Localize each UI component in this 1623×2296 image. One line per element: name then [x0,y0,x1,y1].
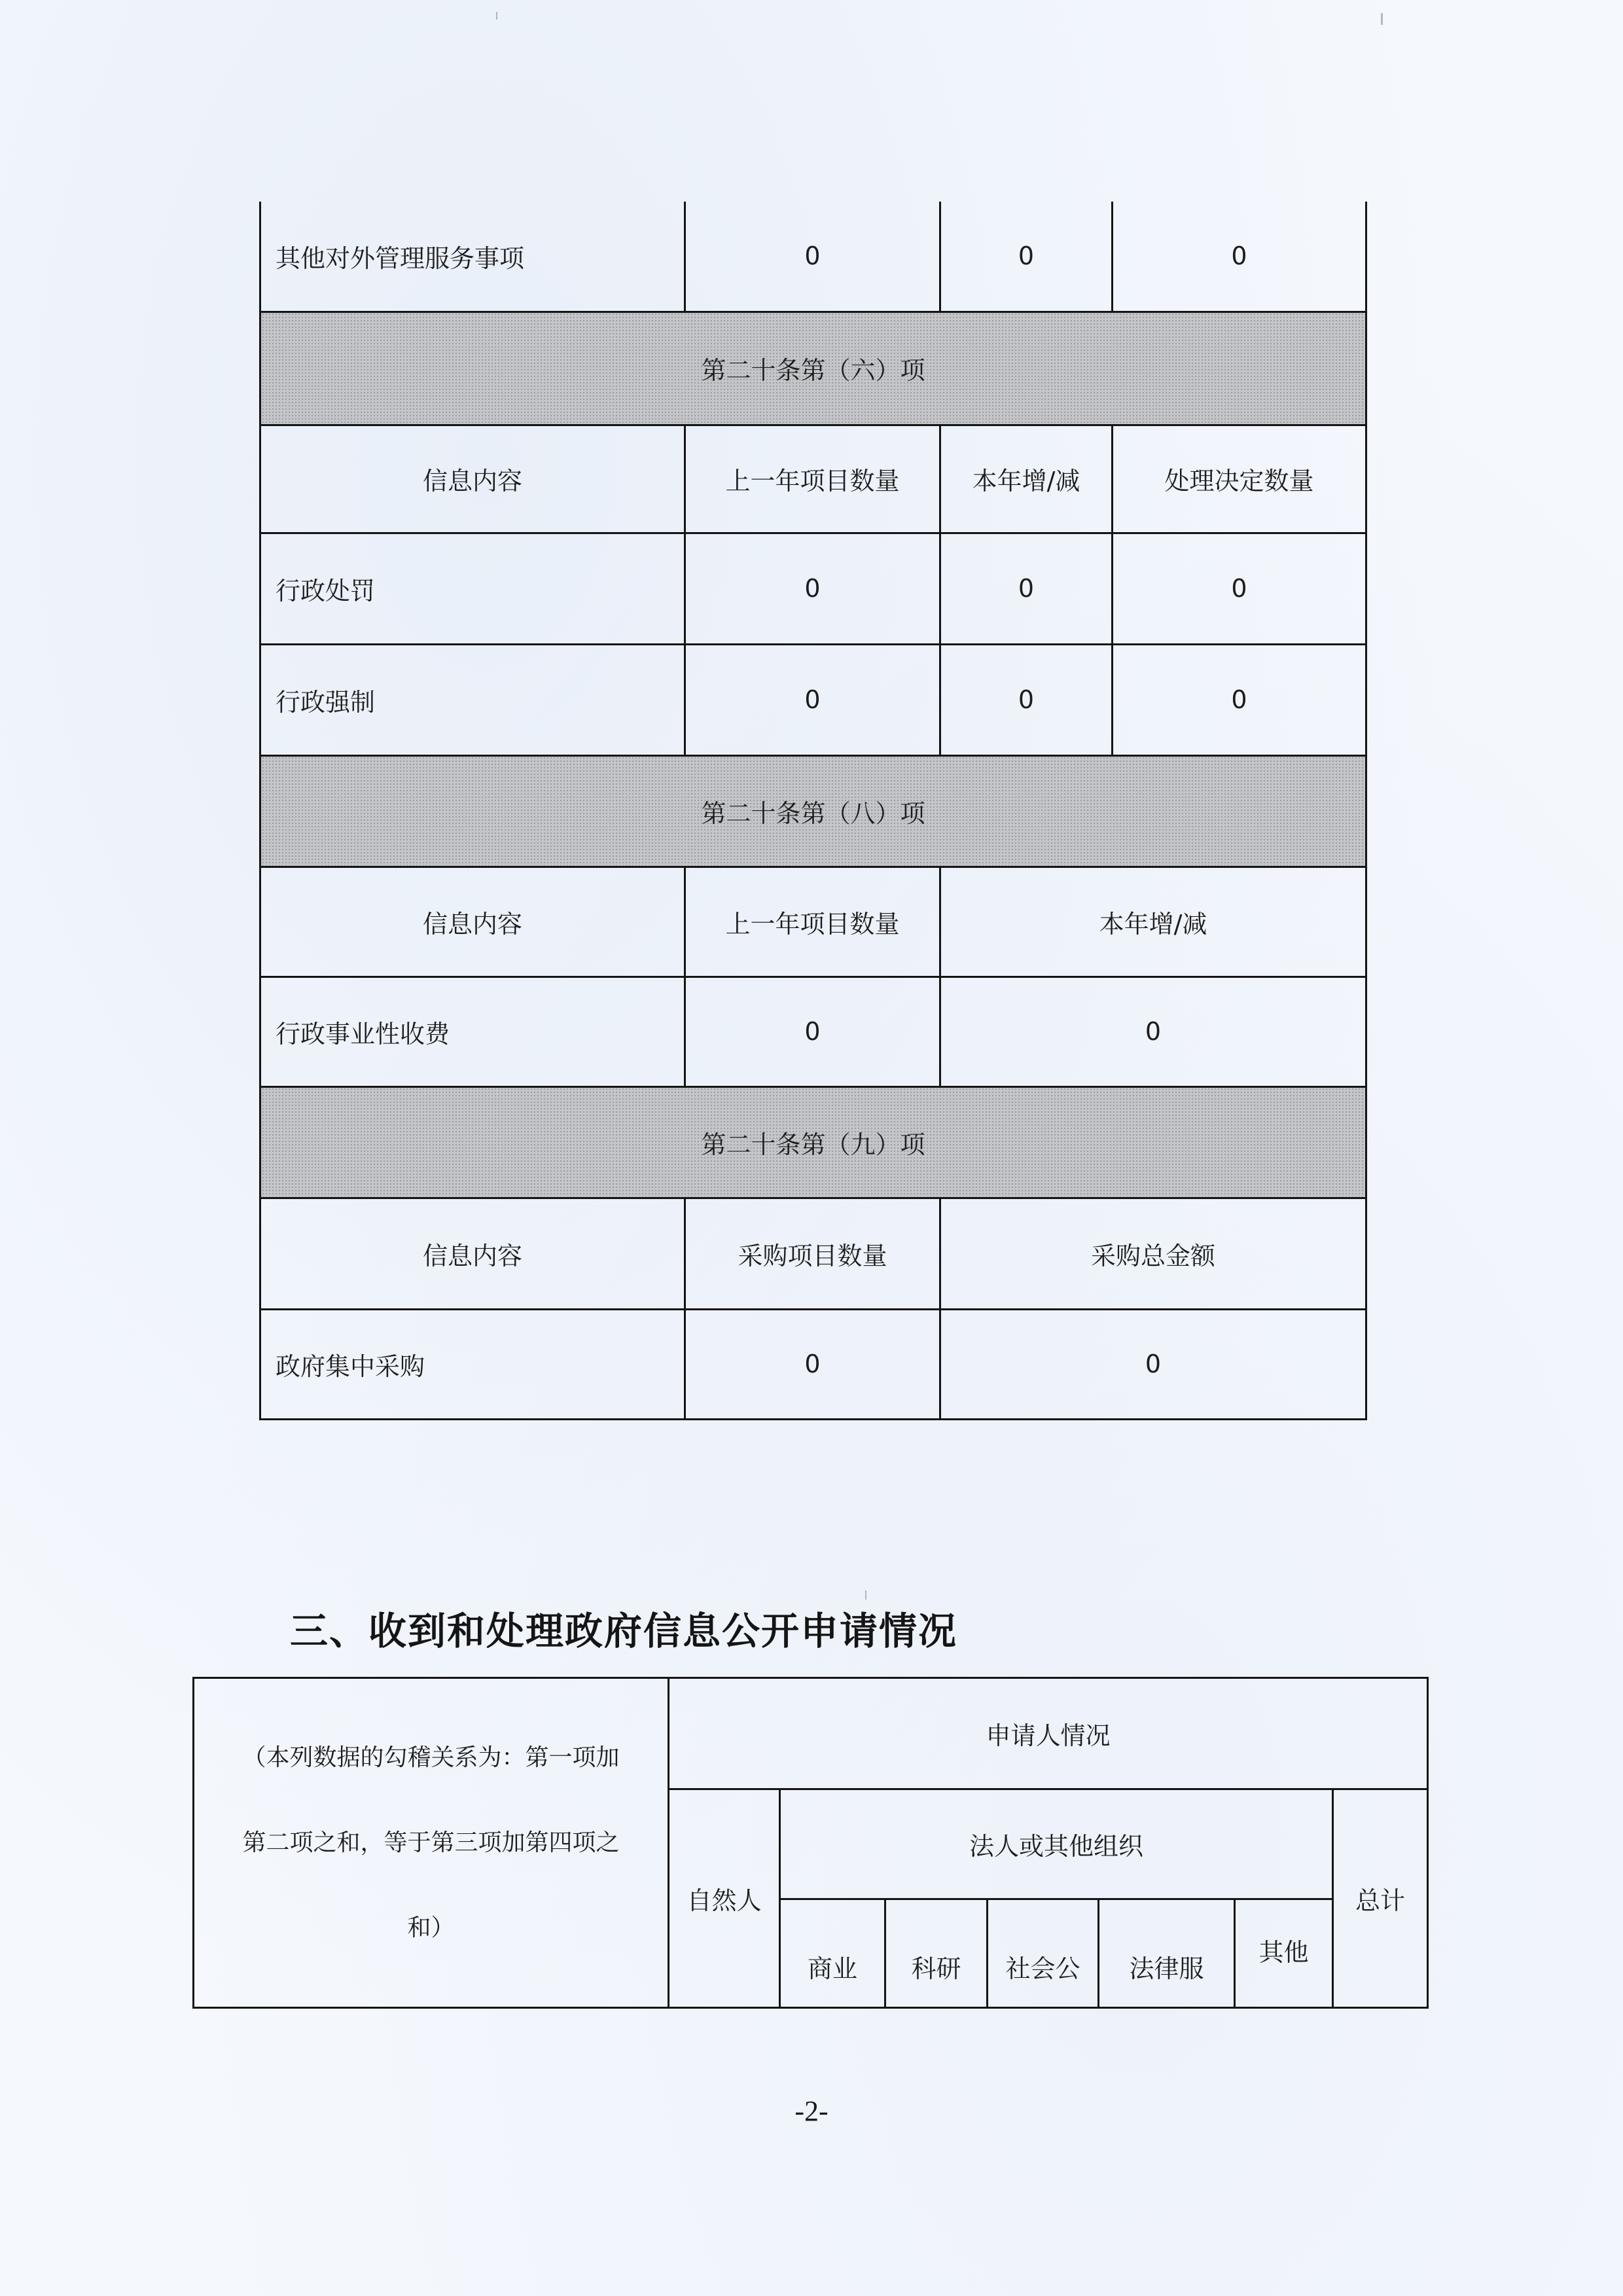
cell-value: 0 [685,202,940,312]
section-header-row [260,1086,1366,1198]
table-row [260,1309,1366,1419]
subtype-header: 其他 [1235,1899,1333,2008]
cell-value: 0 [940,1309,1366,1419]
column-header-row [260,425,1366,533]
column-header: 本年增/减 [940,867,1366,977]
column-header: 本年增/减 [940,425,1113,533]
legal-person-header: 法人或其他组织 [780,1789,1333,1899]
section-title-6: 第二十条第（六）项 [260,312,1366,425]
cell-value: 0 [940,533,1113,644]
disclosure-table-article-20 [259,202,1367,1420]
section-heading: 三、收到和处理政府信息公开申请情况 [290,1609,958,1653]
note-line: 第二项之和，等于第三项加第四项之 [242,1829,620,1856]
note-line: （本列数据的勾稽关系为：第一项加 [242,1744,620,1771]
applications-table [192,1677,1429,2009]
cell-value: 0 [685,977,940,1086]
table-row [260,977,1366,1086]
row-label: 行政处罚 [260,533,685,644]
note-line: 和） [407,1914,455,1941]
cell-value: 0 [1113,202,1366,312]
cell-value: 0 [1113,644,1366,755]
column-header: 信息内容 [260,1198,685,1309]
column-header: 处理决定数量 [1113,425,1366,533]
cell-value: 0 [685,533,940,644]
scan-speck [865,1590,866,1600]
total-header: 总计 [1333,1789,1428,2008]
natural-person-header: 自然人 [669,1789,780,2008]
table-row [260,533,1366,644]
cell-value: 0 [685,1309,940,1419]
cell-value: 0 [940,644,1113,755]
column-header: 采购总金额 [940,1198,1366,1309]
column-header: 信息内容 [260,425,685,533]
page-number: -2- [794,2095,829,2127]
scan-speck [1381,13,1383,25]
column-header-row [260,867,1366,977]
section-title-8: 第二十条第（八）项 [260,755,1366,867]
column-header: 上一年项目数量 [685,867,940,977]
row-label: 政府集中采购 [260,1309,685,1419]
subtype-header: 法律服 [1099,1899,1235,2008]
cell-value: 0 [685,644,940,755]
column-header-row [260,1198,1366,1309]
applicant-header: 申请人情况 [669,1678,1428,1789]
column-header: 信息内容 [260,867,685,977]
table-row [194,1678,1428,1789]
section-header-row [260,312,1366,425]
cell-value: 0 [940,202,1113,312]
cell-value: 0 [1113,533,1366,644]
subtype-header: 社会公 [988,1899,1099,2008]
subtype-header: 商业 [780,1899,885,2008]
table-row [260,644,1366,755]
section-header-row [260,755,1366,867]
cell-value: 0 [940,977,1366,1086]
table-row [260,202,1366,312]
column-header: 上一年项目数量 [685,425,940,533]
row-label: 行政强制 [260,644,685,755]
scan-speck [496,12,497,20]
row-label: 其他对外管理服务事项 [260,202,685,312]
reconciliation-note [194,1678,669,2008]
subtype-header: 科研 [885,1899,988,2008]
row-label: 行政事业性收费 [260,977,685,1086]
column-header: 采购项目数量 [685,1198,940,1309]
section-title-9: 第二十条第（九）项 [260,1086,1366,1198]
